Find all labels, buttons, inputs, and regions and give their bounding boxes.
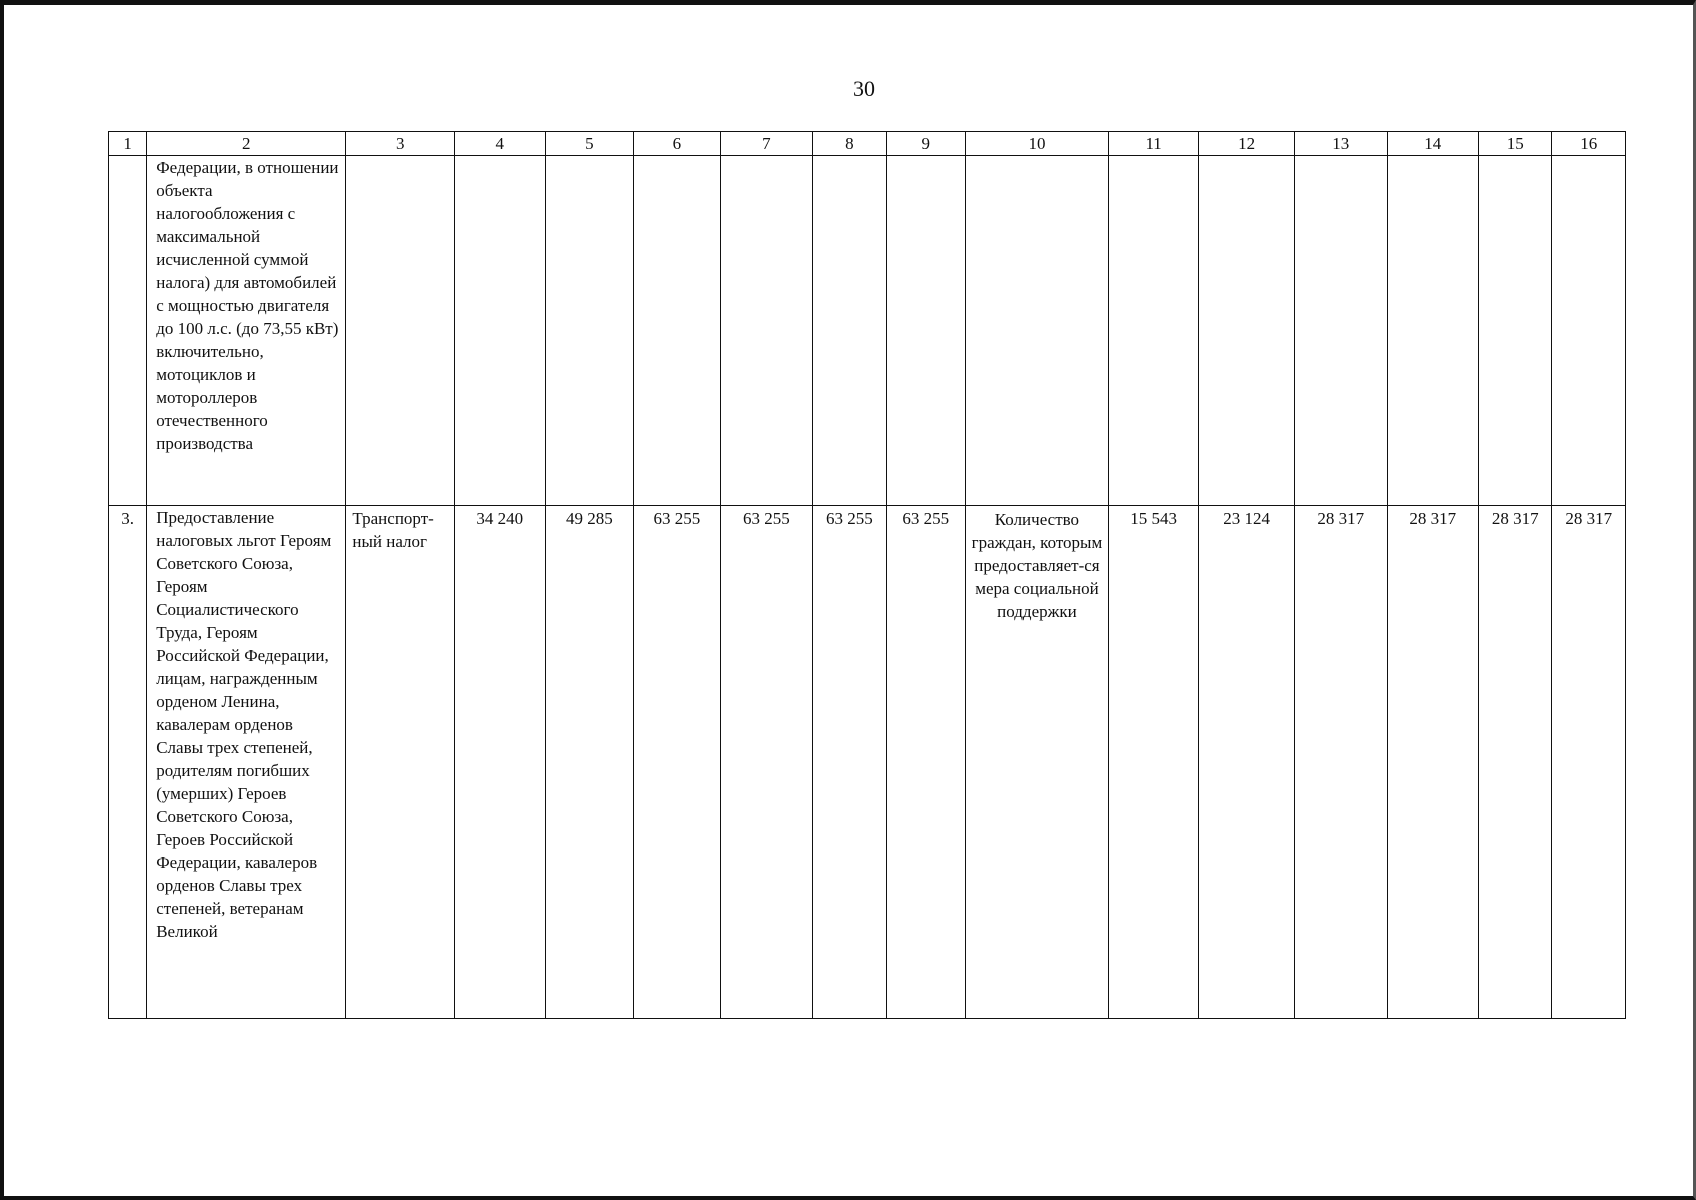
row-indicator (966, 156, 1109, 506)
row-value: 63 255 (720, 506, 813, 1019)
table-row (109, 506, 1626, 1019)
column-number: 11 (1108, 132, 1199, 156)
column-number: 9 (886, 132, 965, 156)
row-value: 63 255 (634, 506, 721, 1019)
column-number-row (109, 132, 1626, 156)
row-index: 3. (109, 506, 147, 1019)
row-value: 28 317 (1552, 506, 1626, 1019)
column-number: 5 (545, 132, 634, 156)
row-value (1387, 156, 1479, 506)
column-number: 14 (1387, 132, 1479, 156)
row-value (1552, 156, 1626, 506)
column-number: 1 (109, 132, 147, 156)
row-value: 49 285 (545, 506, 634, 1019)
row-tax (346, 156, 455, 506)
column-number: 12 (1199, 132, 1295, 156)
column-number: 16 (1552, 132, 1626, 156)
column-number: 13 (1294, 132, 1387, 156)
row-value (1294, 156, 1387, 506)
column-number: 6 (634, 132, 721, 156)
column-number: 8 (813, 132, 886, 156)
column-number: 4 (455, 132, 546, 156)
column-number: 3 (346, 132, 455, 156)
row-value (886, 156, 965, 506)
row-value (1108, 156, 1199, 506)
row-value: 28 317 (1479, 506, 1552, 1019)
page-number: 30 (853, 76, 875, 101)
row-tax: Транспорт-ный налог (346, 506, 455, 1019)
row-indicator: Количество граждан, которым предоставляет-ся мера социальной поддержки (966, 506, 1109, 1019)
column-number: 10 (966, 132, 1109, 156)
row-value: 28 317 (1387, 506, 1479, 1019)
row-value: 15 543 (1108, 506, 1199, 1019)
row-value (1199, 156, 1295, 506)
row-value (634, 156, 721, 506)
row-value (813, 156, 886, 506)
row-value (545, 156, 634, 506)
row-value: 63 255 (813, 506, 886, 1019)
row-description: Предоставление налоговых льгот Героям Советского Союза, Героям Социалистического Труда, Героям Российской Федерации, лицам, награжденным орденом Ленина, кавалерам орденов Славы трех степеней, родителям погибших (умерших) Героев Советского Союза, Героев Российской Федерации, кавалеров орденов Славы трех степеней, ветеранам Великой (147, 506, 346, 1019)
row-value: 34 240 (455, 506, 546, 1019)
row-description: Федерации, в отношении объекта налогообложения с максимальной исчисленной суммой налога) для автомобилей с мощностью двигателя до 100 л.с. (до 73,55 кВт) включительно, мотоциклов и мотороллеров отечественного производства (147, 156, 346, 506)
column-number: 15 (1479, 132, 1552, 156)
table-row (109, 156, 1626, 506)
row-index (109, 156, 147, 506)
column-number: 7 (720, 132, 813, 156)
column-number: 2 (147, 132, 346, 156)
row-value: 63 255 (886, 506, 965, 1019)
row-value (720, 156, 813, 506)
row-value: 28 317 (1294, 506, 1387, 1019)
row-value (455, 156, 546, 506)
row-value (1479, 156, 1552, 506)
row-value: 23 124 (1199, 506, 1295, 1019)
budget-table (108, 131, 1626, 1019)
